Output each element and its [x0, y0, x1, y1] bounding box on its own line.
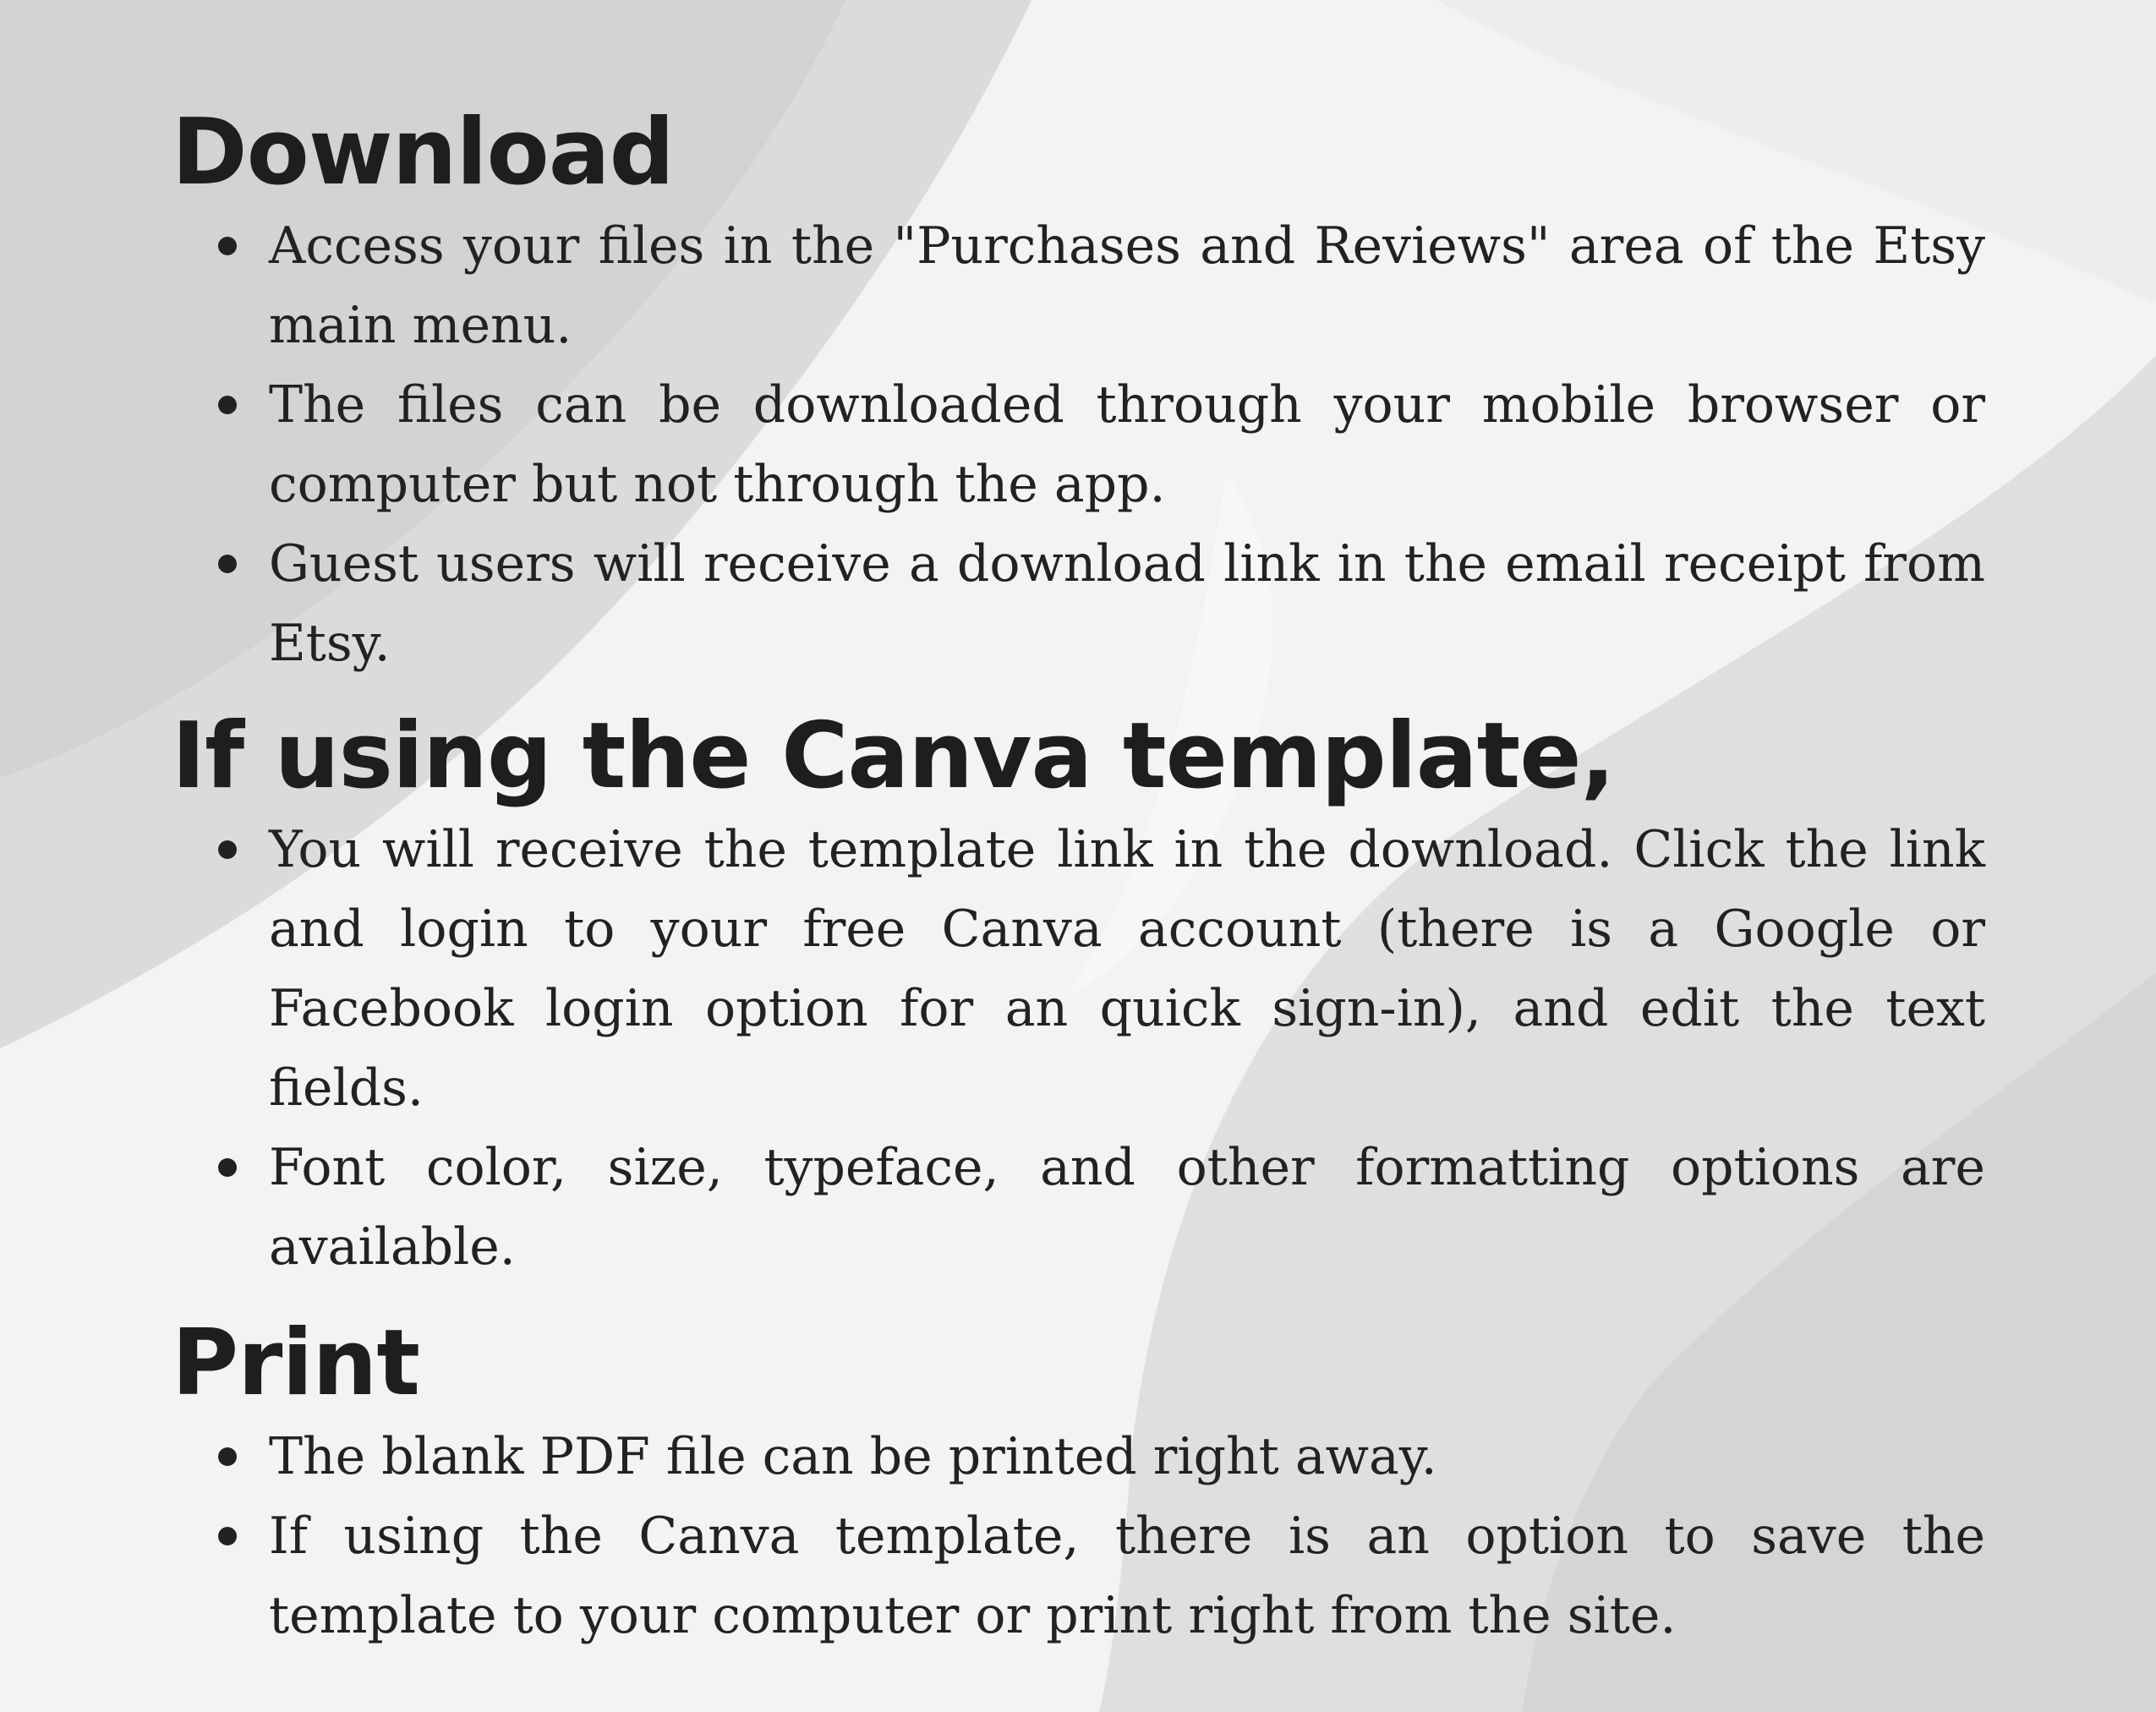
section-canva-template — [172, 703, 1985, 1287]
print-bullet-list — [172, 1417, 1985, 1655]
list-item — [269, 524, 1985, 683]
section-download — [172, 100, 1985, 683]
instructions-content — [172, 100, 1985, 1655]
list-item — [269, 1128, 1985, 1287]
list-item-text: The blank PDF file can be printed right away. — [269, 1427, 1437, 1486]
list-item-text: You will receive the template link in the download. Click the link and login to your free Canva account (there is a Google or Facebook login option for an quick sign-in), and edit the text fields. — [269, 820, 1985, 1118]
bullet-icon — [218, 237, 237, 255]
download-bullet-list — [172, 206, 1985, 683]
list-item-text: The files can be downloaded through your mobile browser or computer but not through the app. — [269, 375, 1985, 514]
bullet-icon — [218, 1447, 237, 1466]
bullet-icon — [218, 555, 237, 573]
list-item — [269, 1417, 1985, 1496]
list-item — [269, 1496, 1985, 1655]
bullet-icon — [218, 1527, 237, 1545]
section-title-download: Download — [172, 100, 674, 205]
list-item-text: If using the Canva template, there is an option to save the template to your computer or print right from the site. — [269, 1507, 1985, 1645]
bullet-icon — [218, 1158, 237, 1177]
list-item — [269, 206, 1985, 365]
list-item — [269, 810, 1985, 1128]
section-title-print: Print — [172, 1310, 419, 1416]
list-item-text: Access your files in the "Purchases and Reviews" area of the Etsy main menu. — [269, 216, 1985, 355]
list-item-text: Font color, size, typeface, and other formatting options are available. — [269, 1138, 1985, 1277]
canva-bullet-list — [172, 810, 1985, 1287]
list-item-text: Guest users will receive a download link in the email receipt from Etsy. — [269, 534, 1985, 673]
bullet-icon — [218, 840, 237, 859]
section-print — [172, 1310, 1985, 1655]
section-title-canva-template: If using the Canva template, — [172, 703, 1615, 809]
bullet-icon — [218, 396, 237, 414]
list-item — [269, 365, 1985, 524]
